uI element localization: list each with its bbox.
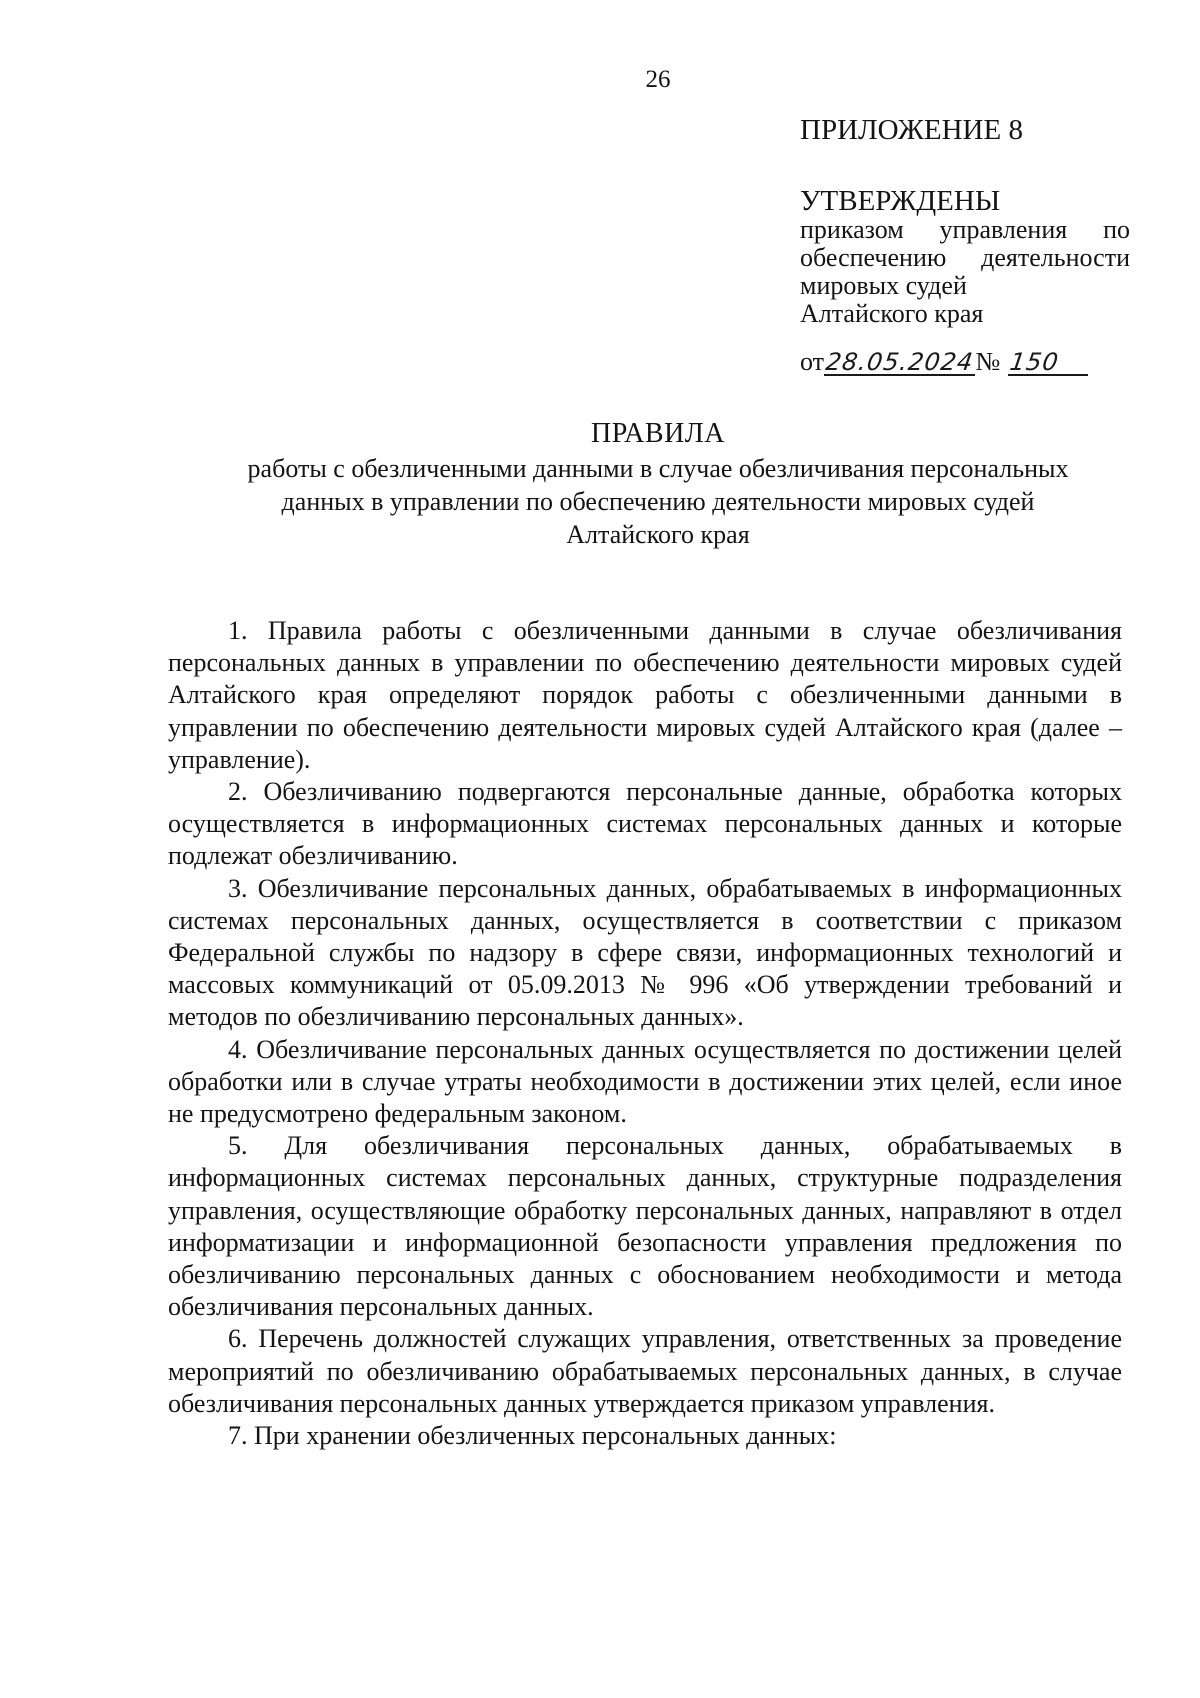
paragraph-3: 3. Обезличивание персональных данных, обрабатываемых в информационных системах персональных данных, осуществляется в соответствии с приказом Федеральной службы по надзору в сфере связи, информационных технологий и массовых коммуникаций от 05.09.2013 № 996 «Об утверждении требований и методов по обезличиванию персональных данных». [168, 873, 1122, 1032]
number-field [1008, 350, 1088, 376]
approved-heading: УТВЕРЖДЕНЫ [800, 185, 1001, 217]
paragraph-4: 4. Обезличивание персональных данных осуществляется по достижении целей обработки или в случае утраты необходимости в достижении этих целей, если иное не предусмотрено федеральным законом. [168, 1034, 1122, 1129]
paragraph-1: 1. Правила работы с обезличенными данными в случае обезличивания персональных данных в управлении по обеспечению деятельности мировых судей Алтайского края определяют порядок работы с обезличенными данными в управлении по обеспечению деятельности мировых судей Алтайского края (далее – управление). [168, 616, 1122, 774]
paragraph-7: 7. При хранении обезличенных персональных данных: [228, 1421, 837, 1451]
document-subtitle: работы с обезличенными данными в случае обезличивания персональных данных в управлении по обеспечению деятельности мировых судей Алтайского края [247, 454, 1069, 549]
appendix-heading: ПРИЛОЖЕНИЕ 8 [800, 114, 1023, 146]
order-text-last-line: Алтайского края [800, 299, 984, 328]
date-field [824, 350, 975, 376]
number-prefix: № [975, 347, 1001, 376]
paragraph-6: 6. Перечень должностей служащих управления, ответственных за проведение мероприятий по обезличиванию обрабатываемых персональных данных, в случае обезличивания персональных данных утверждается приказом управления. [168, 1324, 1122, 1418]
document-title: ПРАВИЛА [590, 418, 726, 449]
page-number: 26 [645, 66, 671, 93]
handwritten-number: 150 [1008, 348, 1062, 376]
paragraph-5: 5. Для обезличивания персональных данных, обрабатываемых в информационных системах персональных данных, структурные подразделения управления, осуществляющие обработку персональных данных, направляют в отдел информатизации и информационной безопасности управления предложения по обезличиванию персональных данных с обоснованием необходимости и метода обезличивания персональных данных. [168, 1131, 1122, 1322]
order-text: приказом управления по обеспечению деятельности мировых судей [800, 215, 1130, 300]
order-date-line [800, 348, 1130, 376]
order-reference [800, 216, 1130, 328]
approval-block [800, 116, 1130, 376]
handwritten-date: 28.05.2024 [824, 348, 976, 376]
document-body [168, 615, 1122, 1452]
date-prefix: от [800, 347, 825, 376]
paragraph-2: 2. Обезличиванию подвергаются персональные данные, обработка которых осуществляется в информационных системах персональных данных и которые подлежат обезличиванию. [168, 777, 1122, 871]
